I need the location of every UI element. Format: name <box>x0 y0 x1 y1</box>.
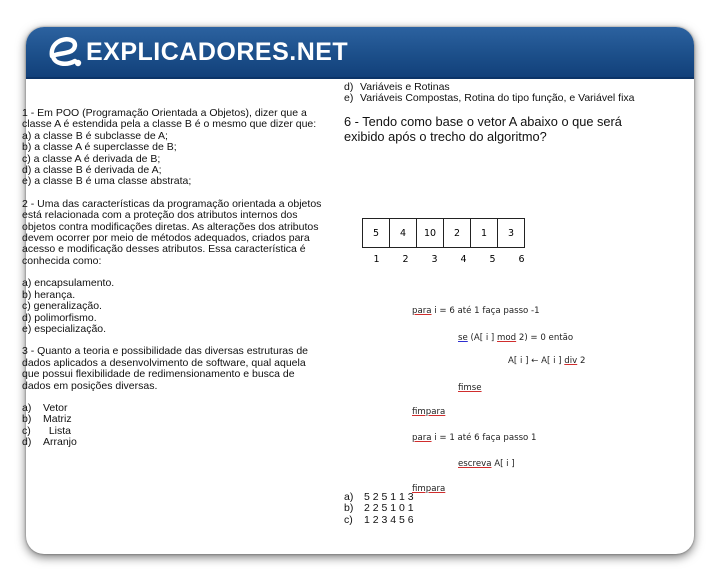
algo-line-2: se (A[ i ] mod 2) = 0 então <box>458 333 574 343</box>
q2-option-d: d) polimorfismo. <box>22 311 97 324</box>
q6-option-c: c) 1 2 3 4 5 6 <box>344 513 414 526</box>
q1-option-b: b) a classe A é superclasse de B; <box>22 141 177 154</box>
q6-option-b: b) 2 2 5 1 0 1 <box>344 502 414 515</box>
algo-line-5: fimpara <box>412 407 446 417</box>
vector-cell: 2 <box>444 219 471 248</box>
q3-option-e-variaveis: e) Variáveis Compostas, Rotina do tipo função, e Variável fixa <box>344 92 635 105</box>
q3-option-a: a) Vetor <box>22 401 68 414</box>
right-column <box>344 82 654 144</box>
algo-line-8: fimpara <box>412 484 446 494</box>
brand-header <box>26 27 694 79</box>
vector-index: 1 <box>373 254 380 265</box>
vector-cell: 3 <box>498 219 525 248</box>
vector-cell: 4 <box>390 219 417 248</box>
q3-option-d: d) Arranjo <box>22 436 77 449</box>
algo-line-4: fimse <box>458 383 482 393</box>
q2-option-b: b) herança. <box>22 288 76 301</box>
q1-option-e: e) a classe B é uma classe abstrata; <box>22 175 192 188</box>
q1-option-a: a) a classe B é subclasse de A; <box>22 129 168 142</box>
vector-cell: 1 <box>471 219 498 248</box>
vector-index: 3 <box>431 254 438 265</box>
question-1-text: 1 - Em POO (Programação Orientada a Objetos), dizer que a classe A é estendida pela a classe B é o mesmo que dizer que: <box>22 107 317 131</box>
q3-option-c: c) Lista <box>22 424 72 437</box>
q1-option-c: c) a classe A é derivada de B; <box>22 152 161 165</box>
left-column <box>22 108 322 449</box>
vector-index: 2 <box>402 254 409 265</box>
q6-option-a: a) 5 2 5 1 1 3 <box>344 491 414 503</box>
vector-cell: 5 <box>363 219 390 248</box>
explicadores-logo-icon <box>44 32 84 72</box>
q6-answers <box>344 492 414 526</box>
algo-line-1: para i = 6 até 1 faça passo -1 <box>412 306 540 316</box>
q1-option-d: d) a classe B é derivada de A; <box>22 164 162 177</box>
algo-line-7: escreva A[ i ] <box>458 459 515 469</box>
vector-index: 5 <box>489 254 496 265</box>
q3-option-d-variaveis: d) Variáveis e Rotinas <box>344 81 450 93</box>
vector-indices <box>362 254 536 265</box>
question-6-text: 6 - Tendo como base o vetor A abaixo o que será exibido após o trecho do algoritmo? <box>344 113 622 144</box>
vector-a-table <box>362 218 525 248</box>
vector-index: 4 <box>460 254 467 265</box>
q2-option-e: e) especialização. <box>22 322 107 335</box>
brand-name: EXPLICADORES.NET <box>86 38 349 66</box>
q3-option-b: b) Matriz <box>22 413 72 426</box>
q2-option-c: c) generalização. <box>22 300 102 313</box>
question-3-text: 3 - Quanto a teoria e possibilidade das diversas estruturas de dados aplicados a desenvolvimento de software, qual aquela que possui flexibilidade de redimensionamento e busca de dados em posições diversas. <box>22 345 308 392</box>
question-2-text: 2 - Uma das características da programação orientada a objetos está relacionada com a proteção dos atributos internos dos objetos contra modificações diretas. As alterações dos atributos devem ocorrer por meio de métodos adequados, criados para acesso e modificação desses atributos. Essa característica é conhecida como: <box>22 197 322 267</box>
algo-line-6: para i = 1 até 6 faça passo 1 <box>412 433 537 443</box>
algo-line-3: A[ i ] ← A[ i ] div 2 <box>508 356 586 366</box>
vector-cell: 10 <box>417 219 444 248</box>
vector-index: 6 <box>518 254 525 265</box>
q2-option-a: a) encapsulamento. <box>22 277 115 290</box>
